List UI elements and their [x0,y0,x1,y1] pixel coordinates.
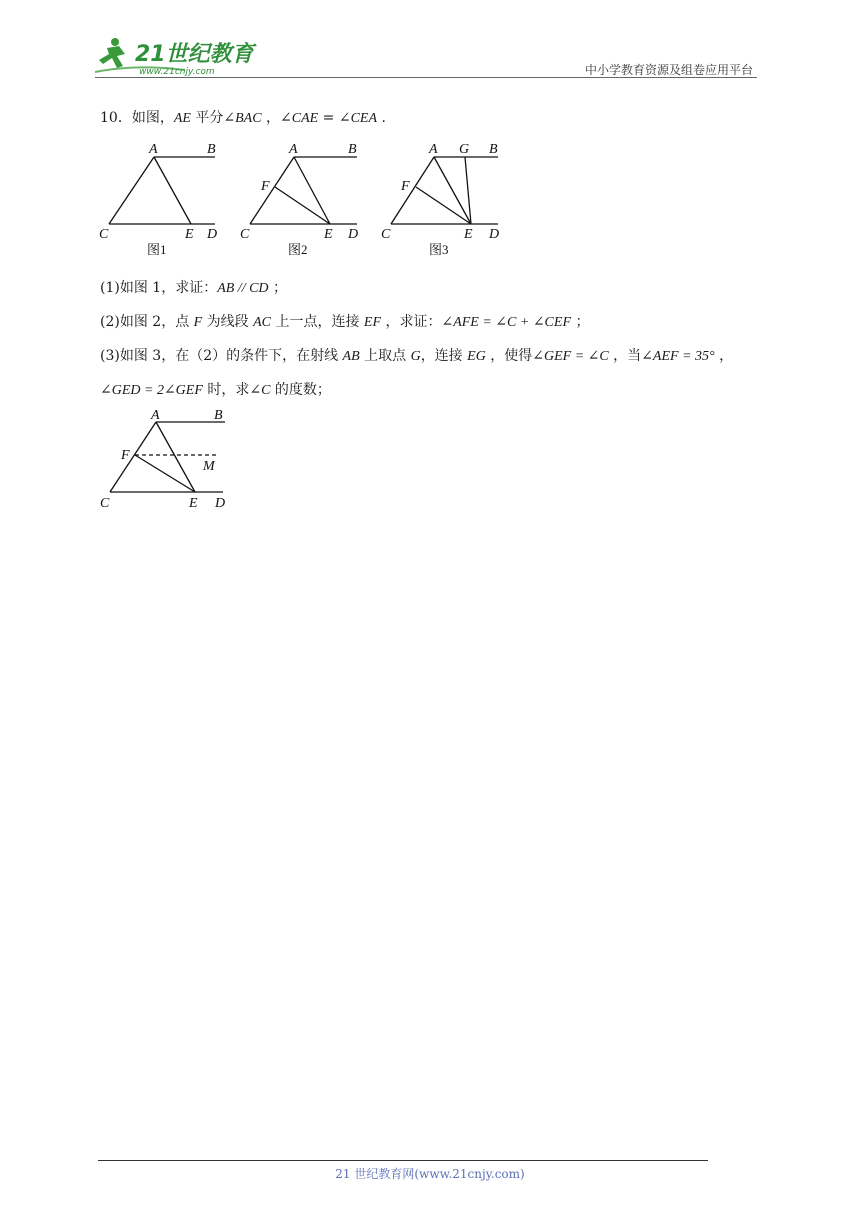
fig2-segment-ae [294,157,330,224]
header-divider [95,77,757,78]
fig2-label-f: F [261,179,270,194]
fig3-label-b: B [489,142,498,157]
part2-math: ∠AFE = ∠C + ∠CEF [441,315,571,330]
part3-c: C [261,383,271,398]
stem-bac: BAC [235,111,262,126]
fig2-segment-ef [275,187,330,224]
part3-mid4: ，当 [608,348,642,364]
hint-label-e: E [189,496,198,511]
site-logo [95,34,265,78]
fig2-label-d: D [348,227,359,242]
footer-divider [98,1160,708,1161]
fig3-label-d: D [489,227,500,242]
fig2-caption: 图2 [288,242,308,257]
hint-label-f: F [121,448,130,463]
fig3-label-a: A [429,142,438,157]
logo-runner-head [111,38,119,46]
fig2-label-a: A [289,142,298,157]
fig1-segment-ae [154,157,191,224]
part3-line2-mid: 时，求∠ [202,382,262,398]
question-number: 10． [100,110,132,126]
hint-label-c: C [100,496,110,511]
hint-label-b: B [214,408,223,423]
stem-cae: CAE [291,111,319,126]
part2-end: ； [571,314,590,330]
hint-segment-ae [156,422,195,492]
hint-segment-ac [110,422,156,492]
logo-runner-body [99,46,125,68]
fig1-label-e: E [185,227,194,242]
fig1-label-b: B [207,142,216,157]
part3-ab: AB [342,349,360,364]
site-tagline: 中小学教育资源及组卷应用平台 [584,63,753,77]
part3-g: G [410,349,421,364]
fig1-segment-ac [109,157,154,224]
fig2-label-b: B [348,142,357,157]
fig2-label-c: C [240,227,250,242]
part2-mid3: ，求证： [381,314,442,330]
part3-cond2: ∠AEF = 35° [641,349,715,364]
stem-mid: 平分∠ [190,110,236,126]
part1-math: AB // CD [217,281,269,296]
stem-end: . [377,110,386,126]
part-3-line-2 [100,379,331,399]
part3-mid2: ，连接 [420,348,468,364]
part3-eg: EG [467,349,486,364]
fig2-segment-ac [250,157,294,224]
fig3-label-c: C [381,227,391,242]
fig2-label-e: E [324,227,333,242]
part-1 [100,277,287,297]
part2-mid1: 为线段 [202,314,254,330]
footer-text[interactable]: 21 世纪教育网(www.21cnjy.com) [335,1167,525,1181]
fig3-caption: 图3 [429,242,449,257]
question-stem [100,107,386,127]
fig1-label-a: A [149,142,158,157]
logo-text: 21世纪教育 [135,42,254,67]
logo-url: www.21cnjy.com [139,67,215,77]
part-3-line-1 [100,345,733,365]
part-2 [100,311,589,331]
part3-line2-end: 的度数； [270,382,331,398]
stem-ae: AE [173,111,191,126]
part3-mid1: 上取点 [359,348,411,364]
hint-segment-ef [135,455,195,492]
part3-prefix: (3)如图 3，在（2）的条件下，在射线 [100,348,343,364]
part3-cond3: ∠GED = 2∠GEF [100,383,203,398]
part1-prefix: (1)如图 1，求证： [100,280,218,296]
fig1-caption: 图1 [147,242,167,257]
fig3-segment-ef [416,187,471,224]
part3-cond1: ∠GEF = ∠C [532,349,609,364]
hint-label-d: D [215,496,226,511]
part2-mid2: 上一点，连接 [271,314,364,330]
fig3-segment-ac [391,157,434,224]
part3-line1-end: ， [714,348,734,364]
fig3-label-e: E [464,227,473,242]
part2-ac: AC [253,315,271,330]
stem-prefix: 如图， [131,110,174,126]
fig1-label-d: D [207,227,218,242]
stem-cea: CEA [350,111,378,126]
part3-mid3: ，使得 [485,348,533,364]
part2-ef: EF [363,315,382,330]
part1-end: ； [268,280,287,296]
page-header [95,34,757,78]
fig3-label-g: G [459,142,470,157]
figures-row [95,138,515,260]
hint-label-a: A [151,408,160,423]
fig1-label-c: C [99,227,109,242]
stem-sep: ，∠ [261,110,292,126]
hint-figure [95,404,245,516]
part2-f: F [193,315,203,330]
fig3-label-f: F [401,179,410,194]
hint-label-m: M [203,459,215,474]
stem-eq: = ∠ [318,110,351,126]
part2-prefix: (2)如图 2，点 [100,314,194,330]
